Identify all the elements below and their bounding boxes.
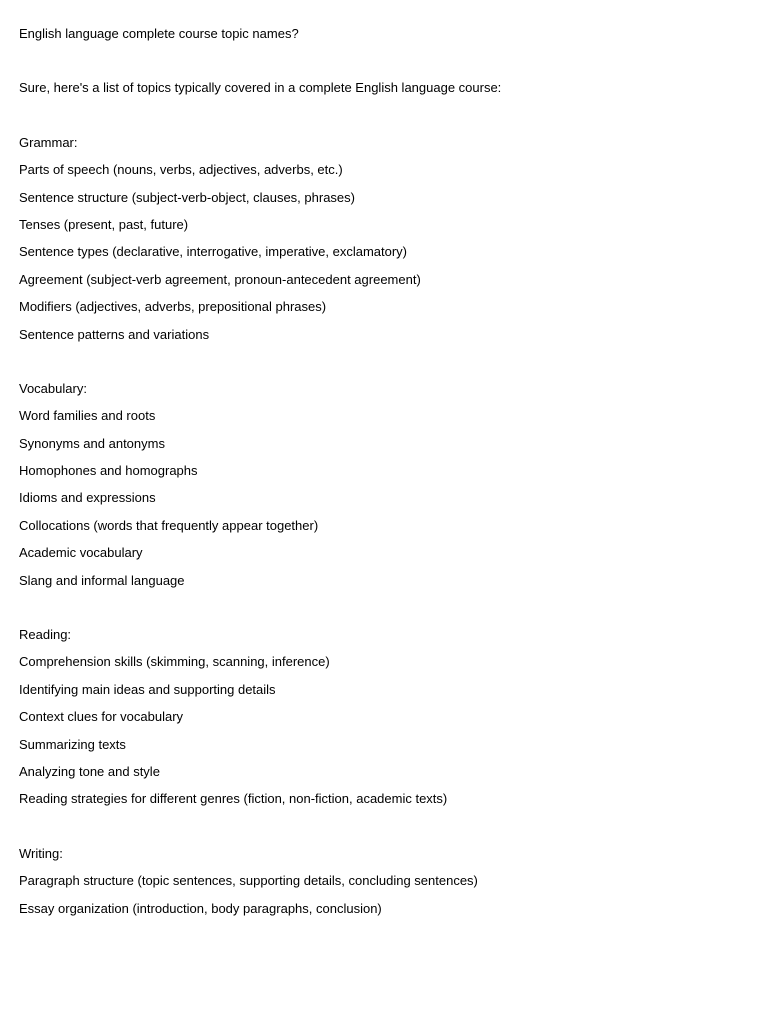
section-heading: Reading: bbox=[19, 627, 72, 643]
list-item: Academic vocabulary bbox=[19, 545, 143, 561]
list-item: Slang and informal language bbox=[19, 572, 185, 588]
list-item: Comprehension skills (skimming, scanning, inference) bbox=[19, 654, 330, 670]
list-item: Homophones and homographs bbox=[19, 463, 198, 479]
intro-text: Sure, here's a list of topics typically covered in a complete English language course: bbox=[19, 80, 502, 96]
list-item: Context clues for vocabulary bbox=[19, 709, 184, 725]
section-grammar bbox=[19, 135, 749, 354]
list-item: Reading strategies for different genres (fiction, non-fiction, academic texts) bbox=[19, 791, 448, 807]
section-writing bbox=[19, 846, 749, 928]
list-item: Idioms and expressions bbox=[19, 490, 156, 506]
section-vocabulary bbox=[19, 381, 749, 600]
list-item: Agreement (subject-verb agreement, pronoun-antecedent agreement) bbox=[19, 271, 421, 287]
list-item: Paragraph structure (topic sentences, supporting details, concluding sentences) bbox=[19, 873, 478, 889]
list-item: Parts of speech (nouns, verbs, adjectives, adverbs, etc.) bbox=[19, 162, 343, 178]
list-item: Synonyms and antonyms bbox=[19, 435, 165, 451]
list-item: Sentence types (declarative, interrogative, imperative, exclamatory) bbox=[19, 244, 408, 260]
list-item: Collocations (words that frequently appear together) bbox=[19, 517, 319, 533]
list-item: Modifiers (adjectives, adverbs, prepositional phrases) bbox=[19, 299, 327, 315]
section-heading: Vocabulary: bbox=[19, 380, 87, 396]
list-item: Word families and roots bbox=[19, 408, 156, 424]
list-item: Tenses (present, past, future) bbox=[19, 216, 189, 232]
section-heading: Grammar: bbox=[19, 134, 78, 150]
list-item: Summarizing texts bbox=[19, 736, 126, 752]
list-item: Analyzing tone and style bbox=[19, 763, 160, 779]
list-item: Sentence structure (subject-verb-object, clauses, phrases) bbox=[19, 189, 355, 205]
question-text: English language complete course topic names? bbox=[19, 26, 299, 41]
section-reading bbox=[19, 627, 749, 819]
document-page bbox=[19, 26, 749, 955]
list-item: Essay organization (introduction, body paragraphs, conclusion) bbox=[19, 900, 382, 916]
section-heading: Writing: bbox=[19, 845, 63, 861]
list-item: Identifying main ideas and supporting details bbox=[19, 681, 276, 697]
list-item: Sentence patterns and variations bbox=[19, 326, 210, 342]
